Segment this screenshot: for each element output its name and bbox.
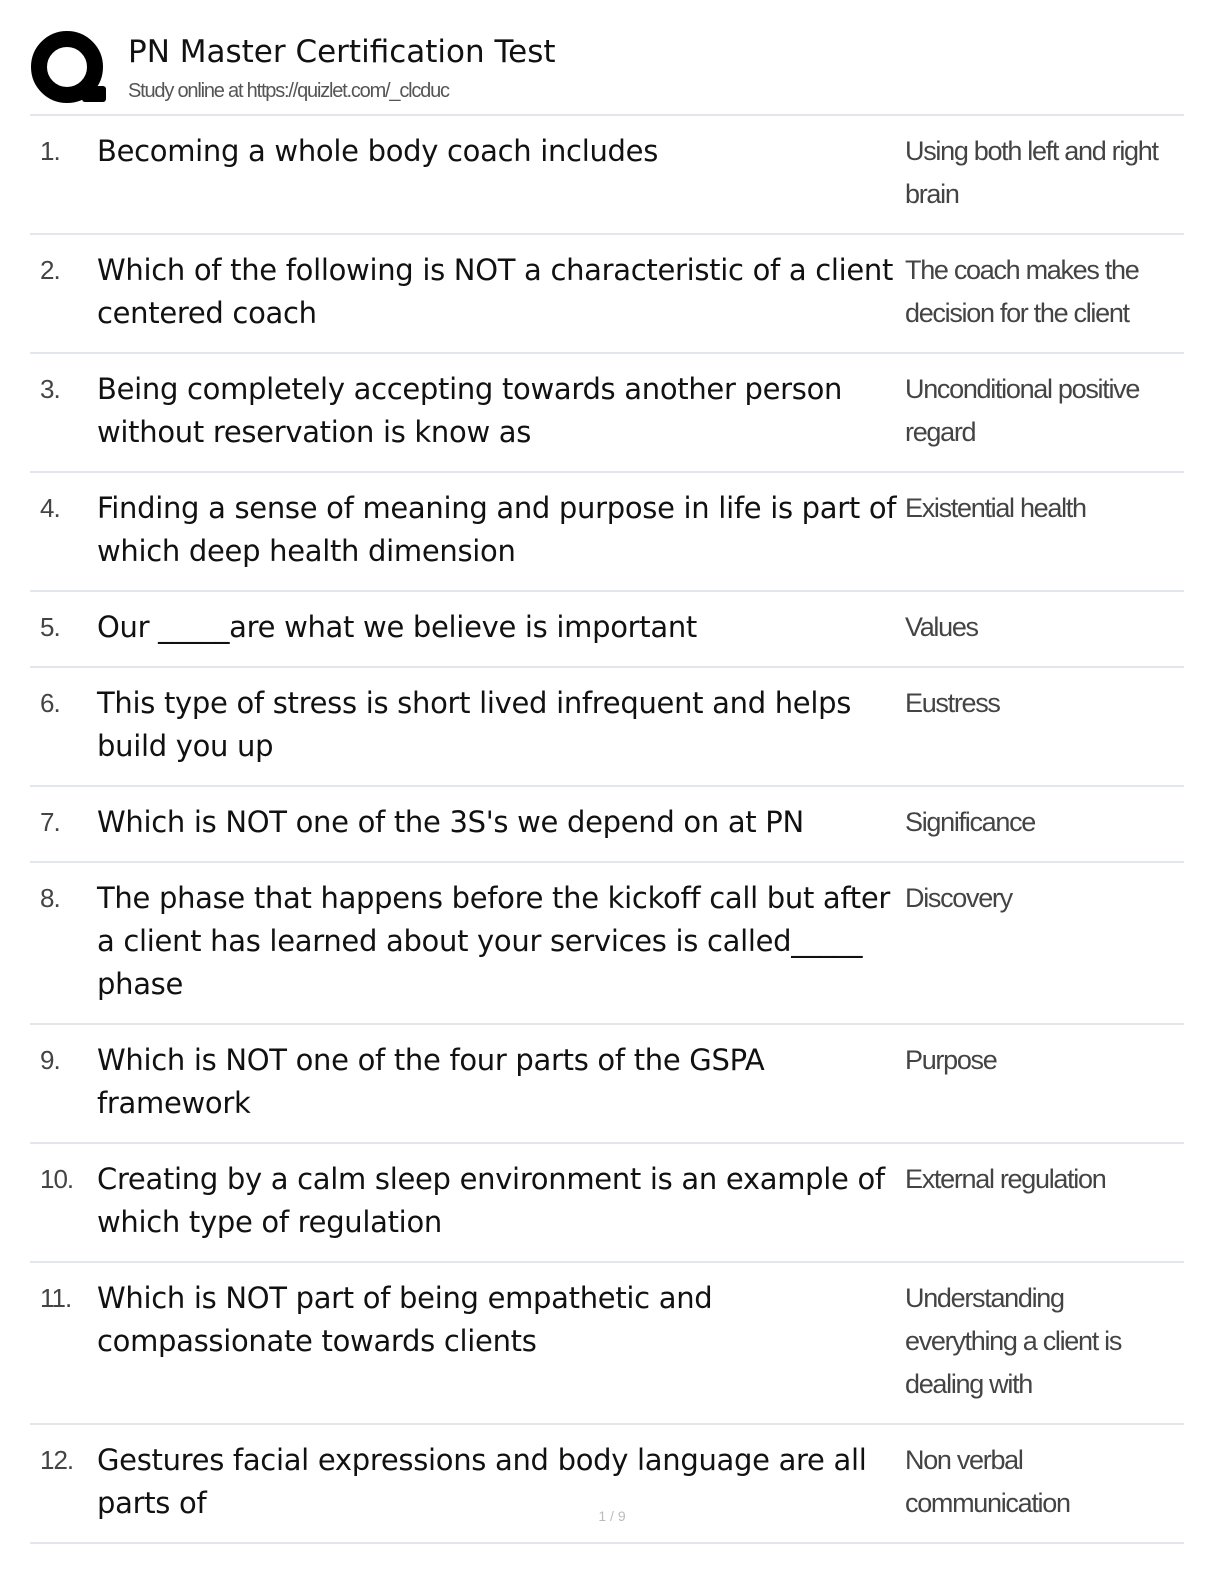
answer-text: Discovery xyxy=(905,883,1012,913)
question-text: Which of the following is NOT a characteristic of a client centered coach xyxy=(97,253,894,330)
item-number: 9. xyxy=(40,1045,60,1075)
question-text: Being completely accepting towards another person without reservation is know as xyxy=(97,372,843,449)
table-row xyxy=(30,235,1184,354)
question-text: Becoming a whole body coach includes xyxy=(97,134,659,168)
question-text: Finding a sense of meaning and purpose in life is part of which deep health dimension xyxy=(97,491,897,568)
item-number: 3. xyxy=(40,374,60,404)
item-number: 5. xyxy=(40,612,60,642)
item-number: 11. xyxy=(40,1283,72,1313)
item-number: 6. xyxy=(40,688,60,718)
table-row xyxy=(30,1025,1184,1144)
question-text: Our _____are what we believe is important xyxy=(97,610,697,644)
answer-text: Values xyxy=(905,612,978,642)
item-number: 10. xyxy=(40,1164,74,1194)
page-number: 1 / 9 xyxy=(598,1508,626,1524)
item-number: 7. xyxy=(40,807,60,837)
question-text: This type of stress is short lived infrequent and helps build you up xyxy=(97,686,852,763)
table-row xyxy=(30,863,1184,1025)
answer-text: Unconditional positive regard xyxy=(905,374,1140,447)
table-row xyxy=(30,592,1184,668)
table-row xyxy=(30,1144,1184,1263)
quizlet-logo-icon xyxy=(30,30,108,108)
answer-text: The coach makes the decision for the client xyxy=(905,255,1139,328)
question-text: Which is NOT one of the 3S's we depend on at PN xyxy=(97,805,804,839)
item-number: 12. xyxy=(40,1445,74,1475)
item-number: 2. xyxy=(40,255,60,285)
table-row xyxy=(30,787,1184,863)
answer-text: Using both left and right brain xyxy=(905,136,1158,209)
answer-text: External regulation xyxy=(905,1164,1106,1194)
answer-text: Purpose xyxy=(905,1045,997,1075)
question-text: Which is NOT one of the four parts of the GSPA framework xyxy=(97,1043,765,1120)
study-link[interactable]: Study online at https://quizlet.com/_clcduc xyxy=(128,80,449,102)
table-row xyxy=(30,1263,1184,1425)
item-number: 8. xyxy=(40,883,60,913)
question-text: Creating by a calm sleep environment is an example of which type of regulation xyxy=(97,1162,885,1239)
table-row xyxy=(30,354,1184,473)
answer-text: Eustress xyxy=(905,688,1000,718)
flashcard-list xyxy=(30,114,1184,1544)
table-row xyxy=(30,473,1184,592)
question-text: The phase that happens before the kickoff call but after a client has learned about your services is called_____ phase xyxy=(97,881,891,1001)
page-title: PN Master Certification Test xyxy=(128,34,556,70)
answer-text: Existential health xyxy=(905,493,1086,523)
table-row xyxy=(30,116,1184,235)
item-number: 4. xyxy=(40,493,60,523)
table-row xyxy=(30,1425,1184,1544)
table-row xyxy=(30,668,1184,787)
question-text: Which is NOT part of being empathetic and compassionate towards clients xyxy=(97,1281,713,1358)
answer-text: Understanding everything a client is dealing with xyxy=(905,1283,1122,1399)
item-number: 1. xyxy=(40,136,60,166)
answer-text: Non verbal communication xyxy=(905,1445,1070,1518)
answer-text: Significance xyxy=(905,807,1035,837)
question-text: Gestures facial expressions and body language are all parts of xyxy=(97,1443,867,1520)
